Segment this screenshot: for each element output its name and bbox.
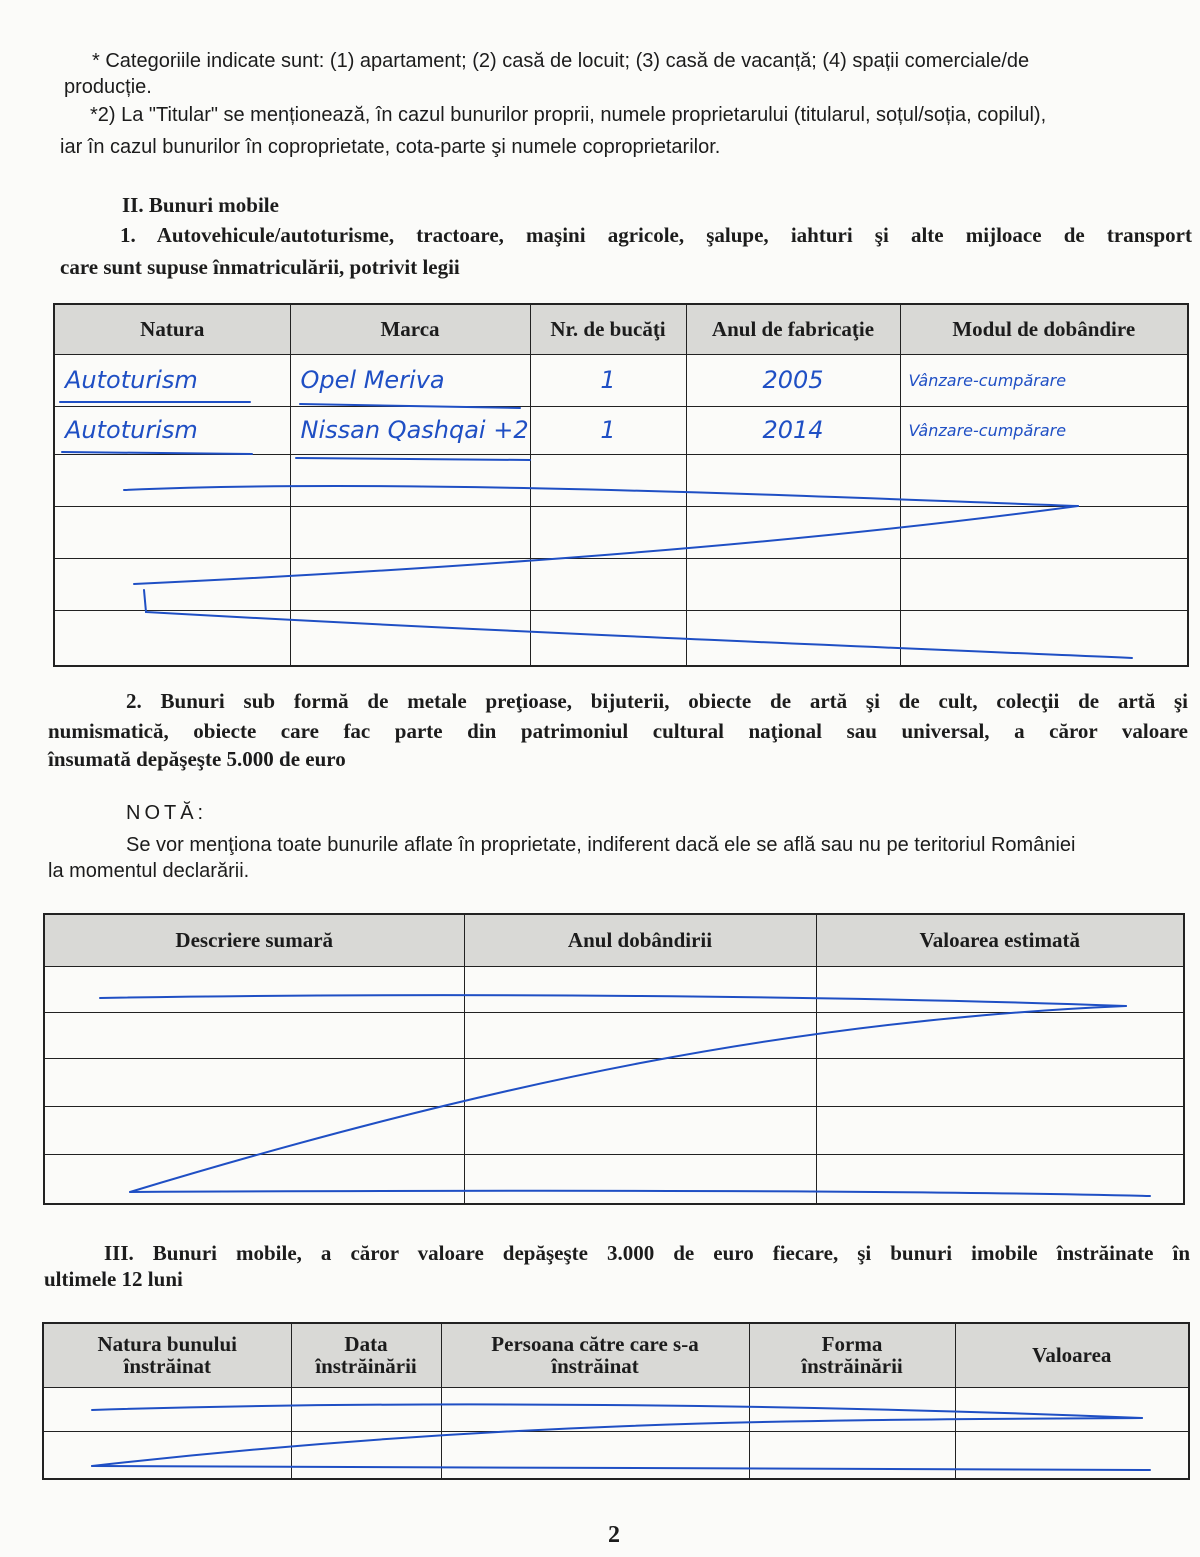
vehicle-marca: Nissan Qashqai +2 <box>290 406 530 454</box>
valuables-title-cont2: însumată depăşeşte 5.000 de euro <box>48 747 346 771</box>
section-iii-heading-cont: ultimele 12 luni <box>44 1267 183 1291</box>
valuables-title-cont1: numismatică, obiecte care fac parte din patrimoniul cultural naţional sau universal, a căror valoare <box>48 719 1188 743</box>
page-number: 2 <box>608 1522 620 1548</box>
vehicles-table <box>53 303 1189 667</box>
col-valoare-estimata: Valoarea estimată <box>816 914 1184 966</box>
section-ii-heading: II. Bunuri mobile <box>122 193 279 217</box>
col-natura: Natura <box>54 304 290 354</box>
col-persoana: Persoana către care s-a înstrăinat <box>441 1323 749 1387</box>
vehicles-title: 1. Autovehicule/autoturisme, tractoare, maşini agricole, şalupe, iahturi şi alte mijloace de transport <box>120 223 1192 247</box>
col-an-fabricatie: Anul de fabricaţie <box>686 304 900 354</box>
alienated-table <box>42 1322 1190 1480</box>
section-iii-heading: III. Bunuri mobile, a căror valoare depăşeşte 3.000 de euro fiecare, şi bunuri imobile înstrăinate în <box>104 1241 1190 1265</box>
table-row <box>44 966 1184 1012</box>
vehicle-natura: Autoturism <box>54 406 290 454</box>
col-mod-dobandire: Modul de dobândire <box>900 304 1188 354</box>
table-row <box>44 1106 1184 1154</box>
nota-title: NOTĂ: <box>126 802 208 824</box>
valuables-header-row <box>44 914 1184 966</box>
table-row <box>54 354 1188 406</box>
table-row <box>54 454 1188 506</box>
nota-text: Se vor menţiona toate bunurile aflate în proprietate, indiferent dacă ele se află sau nu pe teritoriul României <box>126 834 1076 856</box>
table-row <box>44 1154 1184 1204</box>
table-row <box>54 610 1188 666</box>
nota-text-cont: la momentul declarării. <box>48 860 250 882</box>
vehicles-header-row <box>54 304 1188 354</box>
vehicle-natura: Autoturism <box>54 354 290 406</box>
vehicle-mod: Vânzare-cumpărare <box>900 406 1188 454</box>
vehicle-an: 2014 <box>686 406 900 454</box>
col-forma-instrainarii: Forma înstrăinării <box>749 1323 955 1387</box>
table-row <box>43 1431 1189 1479</box>
table-row <box>43 1387 1189 1431</box>
col-marca: Marca <box>290 304 530 354</box>
titular-note: *2) La "Titular" se menționează, în cazul bunurilor proprii, numele proprietarului (titularul, soțul/soția, copilul), <box>90 104 1047 126</box>
vehicle-bucati: 1 <box>530 406 686 454</box>
valuables-table <box>43 913 1185 1205</box>
alienated-header-row <box>43 1323 1189 1387</box>
col-nr-bucati: Nr. de bucăţi <box>530 304 686 354</box>
vehicle-an: 2005 <box>686 354 900 406</box>
vehicles-title-cont: care sunt supuse înmatriculării, potrivit legii <box>60 255 460 279</box>
vehicle-marca: Opel Meriva <box>290 354 530 406</box>
col-an-dobandire: Anul dobândirii <box>464 914 816 966</box>
col-valoarea: Valoarea <box>955 1323 1189 1387</box>
table-row <box>54 506 1188 558</box>
vehicle-bucati: 1 <box>530 354 686 406</box>
titular-note-cont: iar în cazul bunurilor în coproprietate, cota-parte şi numele coproprietarilor. <box>60 136 721 158</box>
table-row <box>44 1012 1184 1058</box>
vehicle-mod: Vânzare-cumpărare <box>900 354 1188 406</box>
col-natura-bunului: Natura bunului înstrăinat <box>43 1323 291 1387</box>
categories-note: * Categoriile indicate sunt: (1) apartament; (2) casă de locuit; (3) casă de vacanță; (4) spații comerciale/de <box>92 50 1030 72</box>
valuables-title: 2. Bunuri sub formă de metale preţioase, bijuterii, obiecte de artă şi de cult, colecţii de artă şi <box>126 689 1188 713</box>
table-row <box>54 558 1188 610</box>
col-descriere: Descriere sumară <box>44 914 464 966</box>
table-row <box>54 406 1188 454</box>
col-data-instrainarii: Data înstrăinării <box>291 1323 441 1387</box>
categories-note-cont: producție. <box>64 76 152 98</box>
table-row <box>44 1058 1184 1106</box>
